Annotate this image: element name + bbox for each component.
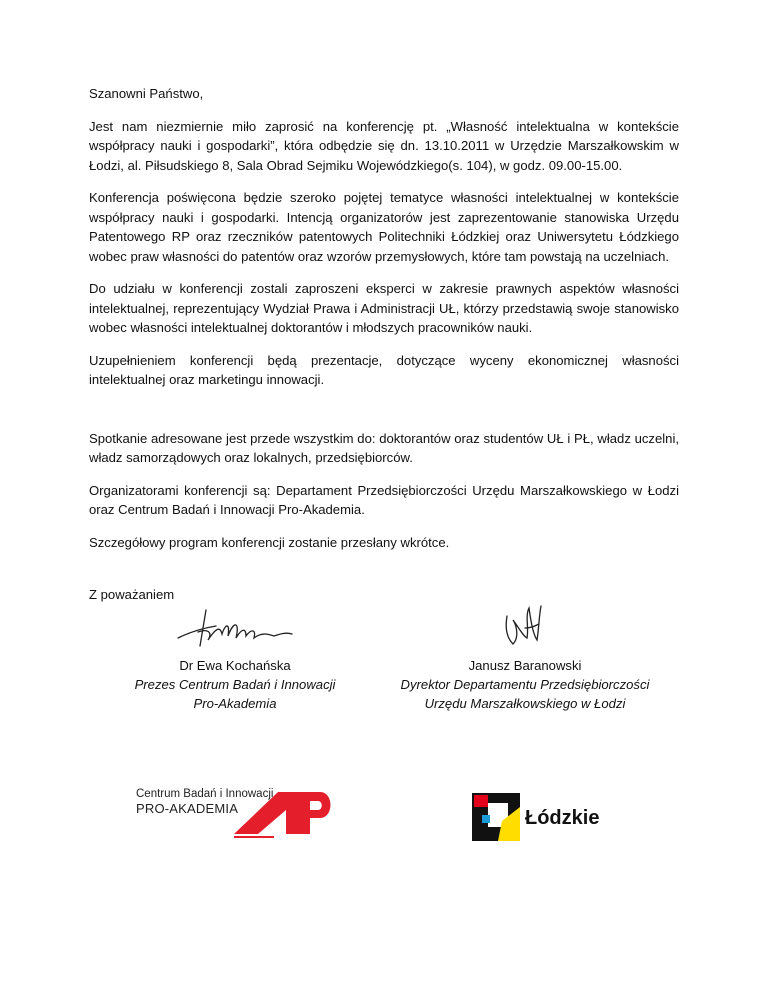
paragraph-topic: Konferencja poświęcona będzie szeroko pojętej tematyce własności intelektualnej w kontekście współpracy nauki i gospodarki. Intencją organizatorów jest zaprezentowanie stanowiska Urzędu Patentowego RP oraz rzeczników patentowych Politechniki Łódzkiej oraz Uniwersytetu Łódzkiego wobec praw własności do patentów oraz wzorów przemysłowych, które tam powstają na uczelniach.: [89, 190, 679, 264]
signatory-name: Dr Ewa Kochańska: [179, 658, 291, 673]
pro-akademia-logo-line2: PRO-AKADEMIA: [136, 801, 239, 816]
signatory-name: Janusz Baranowski: [468, 658, 582, 673]
signatory-role: Pro-Akademia: [193, 696, 277, 711]
paragraph-presentations: Uzupełnieniem konferencji będą prezentacje, dotyczące wyceny ekonomicznej własności intelektualnej oraz marketingu innowacji.: [89, 352, 679, 387]
paragraph-organizers: Organizatorami konferencji są: Departament Przedsiębiorczości Urzędu Marszałkowskiego w Łodzi oraz Centrum Badań i Innowacji Pro-Akademia.: [89, 482, 679, 517]
lodzkie-logo: [472, 793, 622, 841]
paragraph-program: Szczegółowy program konferencji zostanie przesłany wkrótce.: [89, 534, 450, 550]
signatory-role: Dyrektor Departamentu Przedsiębiorczości: [400, 677, 650, 692]
handwritten-signature-baranowski: [495, 598, 555, 656]
handwritten-signature-kochanska: [170, 598, 300, 656]
ap-logo-mark-icon: [234, 790, 336, 840]
paragraph-experts: Do udziału w konferencji zostali zaproszeni eksperci w zakresie prawnych aspektów własności intelektualnej, reprezentujący Wydział Prawa i Administracji UŁ, którzy przedstawią swoje stanowisko wobec własności intelektualnej doktorantów i młodszych pracowników nauki.: [89, 281, 679, 335]
lodzkie-wordmark: Łódzkie: [525, 807, 600, 829]
signature-block-kochanska: [110, 598, 360, 713]
lodzkie-logo-mark-icon: [472, 793, 520, 841]
letter-body: [89, 84, 679, 605]
paragraph-invitation: Jest nam niezmiernie miło zaprosić na konferencję pt. „Własność intelektualna w kontekście współpracy nauki i gospodarki”, która odbędzie się dn. 13.10.2011 w Urzędzie Marszałkowskim w Łodzi, al. Piłsudskiego 8, Sala Obrad Sejmiku Wojewódzkiego(s. 104), w godz. 09.00-15.00.: [89, 118, 679, 173]
pro-akademia-logo: [136, 788, 336, 840]
closing: Z poważaniem: [89, 587, 175, 602]
signatory-role: Urzędu Marszałkowskiego w Łodzi: [424, 696, 626, 711]
greeting: Szanowni Państwo,: [89, 86, 204, 101]
pro-akademia-logo-line1: Centrum Badań i Innowacji: [136, 788, 274, 800]
signatory-role: Prezes Centrum Badań i Innowacji: [134, 677, 336, 692]
signature-block-baranowski: [380, 598, 670, 713]
paragraph-audience: Spotkanie adresowane jest przede wszystkim do: doktorantów oraz studentów UŁ i PŁ, władz uczelni, władz samorządowych oraz lokalnych, przedsiębiorców.: [89, 430, 679, 465]
